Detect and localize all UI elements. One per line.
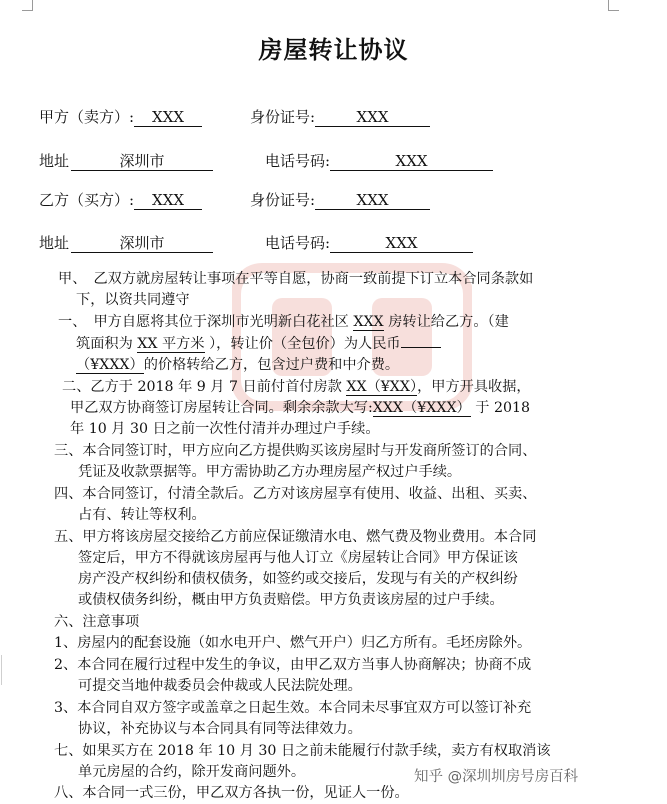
clause-8: 八、本合同一式三份，甲乙双方各执一份，见证人一份。 (54, 785, 409, 801)
party-b-phone-label: 电话号码: (265, 234, 331, 252)
party-b-id: XXX (315, 191, 430, 210)
property-unit: XXX (353, 314, 384, 330)
intro-line-2: 下，以资共同遵守 (76, 292, 190, 308)
clause-2-line-2: 甲乙双方协商签订房屋转让合同。剩余余款大写:XXX（¥XXX） 于 2018 (70, 400, 531, 416)
crop-mark-left (0, 655, 2, 685)
party-b-phone: XXX (330, 234, 473, 253)
party-b-address: 深圳市 (71, 234, 213, 253)
clause-6-3-line-2: 协议，补充协议与本合同具有同等法律效力。 (78, 721, 362, 737)
clause-7-line-1: 七、如果买方在 2018 年 10 月 30 日之前未能履行付款手续，卖方有权取消该 (54, 743, 551, 759)
clause-6-heading: 六、注意事项 (54, 614, 140, 630)
clause-1-line-1: 一、 甲方自愿将其位于深圳市光明新白花社区 XXX 房转让给乙方。（建 (58, 314, 509, 330)
party-b-name-field (39, 189, 202, 210)
party-a-name: XXX (134, 108, 202, 127)
clause-6-1: 1、房屋内的配套设施（如水电开户、燃气开户）归乙方所有。毛坯房除外。 (54, 635, 532, 651)
clause-4-line-1: 四、本合同签订，付清全款后。乙方对该房屋享有使用、收益、出租、买卖、 (54, 486, 537, 502)
clause-5-line-1: 五、甲方将该房屋交接给乙方前应保证缴清水电、燃气费及物业费用。本合同 (54, 529, 537, 545)
down-payment: XX（¥XX） (346, 379, 418, 395)
source-watermark-text: 知乎 @深圳圳房号房百科 (414, 769, 579, 785)
crop-mark-top-right (608, 0, 619, 11)
intro-line-1: 甲、 乙双方就房屋转让事项在平等自愿，协商一致前提下订立本合同条款如 (58, 271, 534, 287)
document-title: 房屋转让协议 (258, 35, 409, 64)
clause-5-line-2: 签定后，甲方不得就该房屋再与他人订立《房屋转让合同》甲方保证该 (78, 550, 518, 566)
party-a-id-field (250, 106, 430, 127)
party-b-address-field (39, 232, 213, 253)
clause-2-line-3: 年 10 月 30 日之前一次性付清并办理过户手续。 (70, 421, 380, 437)
floor-area: XX 平方米 (137, 336, 205, 352)
party-b-id-label: 身份证号: (250, 191, 316, 209)
party-a-address: 深圳市 (71, 152, 213, 171)
party-a-phone: XXX (330, 152, 493, 171)
party-b-address-label: 地址 (39, 234, 70, 252)
crop-mark-top-left (22, 0, 33, 11)
clause-3-line-2: 凭证及收款票据等。甲方需协助乙方办理房屋产权过户手续。 (78, 464, 462, 480)
clause-6-2-line-1: 2、本合同在履行过程中发生的争议，由甲乙双方当事人协商解决；协商不成 (54, 657, 532, 673)
clause-2-line-1: 二、乙方于 2018 年 9 月 7 日前付首付房款 XX（¥XX），甲方开具收据， (62, 379, 531, 395)
party-a-phone-label: 电话号码: (265, 152, 331, 170)
clause-5-line-3: 房产没产权纠纷和债权债务，如签约或交接后，发现与有关的产权纠纷 (78, 571, 518, 587)
clause-4-line-2: 占有、转让等权利。 (78, 507, 206, 523)
clause-7-line-2: 单元房屋的合约，除开发商问题外。 (78, 764, 306, 780)
clause-6-3-line-1: 3、本合同自双方签字或盖章之日起生效。本合同未尽事宜双方可以签订补充 (54, 700, 532, 716)
party-b-id-field (250, 189, 430, 210)
party-b-label: 乙方（买方）: (39, 191, 135, 209)
party-a-address-field (39, 150, 213, 171)
party-b-phone-field (265, 232, 473, 253)
party-b-name: XXX (134, 191, 202, 210)
party-a-address-label: 地址 (39, 152, 70, 170)
party-a-id: XXX (315, 108, 430, 127)
party-a-name-field (39, 106, 202, 127)
clause-1-line-3: （¥XXX）的价格转给乙方，包含过户费和中介费。 (76, 357, 400, 373)
price: （¥XXX） (76, 357, 144, 373)
clause-1-line-2: 筑面积为 XX 平方米 ），转让价（全包价）为人民币 (76, 334, 441, 354)
clause-6-2-line-2: 可提交当地仲裁委员会仲裁或人民法院处理。 (78, 678, 362, 694)
party-a-phone-field (265, 150, 493, 171)
remaining-amount: XXX（¥XXX） (372, 400, 471, 416)
party-a-label: 甲方（卖方）: (39, 108, 135, 126)
clause-3-line-1: 三、本合同签订时，甲方应向乙方提供购买该房屋时与开发商所签订的合同、 (54, 443, 537, 459)
clause-5-line-4: 或债权债务纠纷，概由甲方负责赔偿。甲方负责该房屋的过户手续。 (78, 592, 504, 608)
party-a-id-label: 身份证号: (250, 108, 316, 126)
